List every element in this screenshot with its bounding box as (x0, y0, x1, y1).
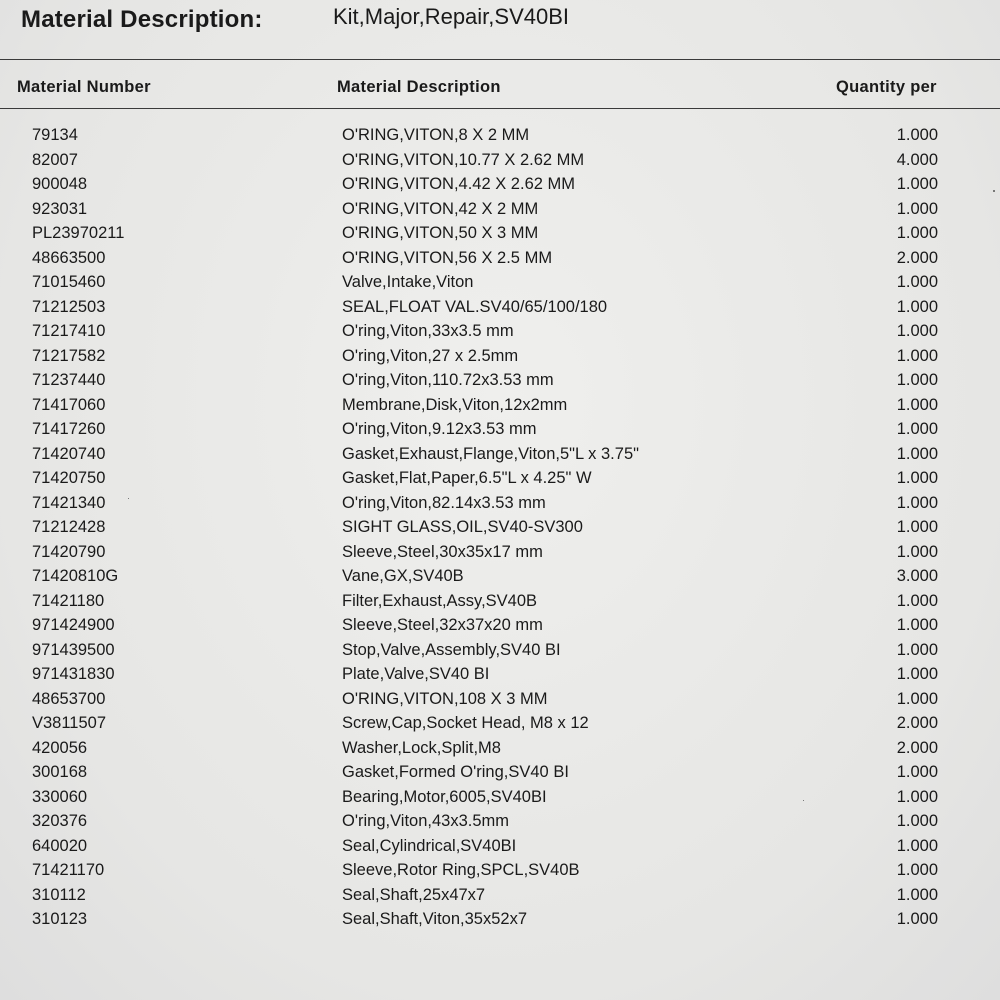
material-number-cell: 71420750 (32, 469, 106, 487)
material-description-cell: Valve,Intake,Viton (342, 273, 474, 291)
table-row (0, 589, 1000, 614)
quantity-cell: 1.000 (896, 861, 938, 879)
material-description-cell: Membrane,Disk,Viton,12x2mm (342, 395, 568, 414)
material-number-cell: 71217410 (32, 322, 106, 340)
material-description-cell: Sleeve,Steel,32x37x20 mm (342, 616, 543, 634)
table-row (0, 834, 1000, 859)
quantity-cell: 1.000 (896, 444, 938, 463)
table-row (0, 295, 1000, 320)
material-description-cell: Screw,Cap,Socket Head, M8 x 12 (342, 714, 589, 732)
material-table (0, 123, 1000, 932)
quantity-cell: 1.000 (896, 126, 938, 144)
column-header-material-description: Material Description (337, 78, 501, 96)
table-row (0, 540, 1000, 565)
quantity-cell: 1.000 (896, 322, 938, 340)
material-description-cell: Vane,GX,SV40B (342, 567, 464, 585)
material-description-cell: O'RING,VITON,56 X 2.5 MM (342, 248, 553, 267)
scan-speck (993, 190, 995, 192)
quantity-cell: 1.000 (896, 469, 938, 487)
material-number-cell: 48653700 (32, 689, 106, 708)
scan-speck (128, 498, 129, 499)
table-row (0, 883, 1000, 908)
column-header-material-number: Material Number (17, 78, 151, 96)
material-description-cell: O'RING,VITON,50 X 3 MM (342, 224, 539, 242)
material-number-cell: 320376 (32, 812, 88, 830)
material-number-cell: 71212503 (32, 297, 106, 316)
top-divider (0, 59, 1000, 60)
material-number-cell: 79134 (32, 126, 78, 144)
table-row (0, 858, 1000, 883)
quantity-cell: 3.000 (896, 567, 938, 585)
table-row (0, 197, 1000, 222)
quantity-cell: 1.000 (896, 346, 938, 365)
quantity-cell: 1.000 (896, 518, 938, 536)
quantity-cell: 1.000 (896, 787, 938, 806)
material-number-cell: 420056 (32, 738, 88, 757)
table-row (0, 736, 1000, 761)
material-number-cell: 300168 (32, 763, 88, 781)
material-description-cell: Gasket,Formed O'ring,SV40 BI (342, 763, 569, 781)
material-number-cell: V3811507 (32, 714, 107, 732)
quantity-cell: 1.000 (896, 224, 938, 242)
material-number-cell: 971439500 (32, 640, 115, 659)
table-row (0, 785, 1000, 810)
table-row (0, 246, 1000, 271)
quantity-cell: 1.000 (896, 763, 938, 781)
material-header (0, 0, 1000, 50)
material-description-label: Material Description: (21, 6, 263, 33)
table-row (0, 687, 1000, 712)
table-row (0, 442, 1000, 467)
material-number-cell: 48663500 (32, 248, 106, 267)
quantity-cell: 1.000 (896, 885, 938, 904)
material-number-cell: PL23970211 (32, 224, 125, 242)
material-description-cell: O'RING,VITON,8 X 2 MM (342, 126, 530, 144)
material-number-cell: 71421180 (32, 591, 105, 610)
table-row (0, 123, 1000, 148)
table-row (0, 344, 1000, 369)
material-description-cell: Stop,Valve,Assembly,SV40 BI (342, 640, 561, 659)
material-description-cell: Plate,Valve,SV40 BI (342, 665, 490, 683)
material-number-cell: 71420790 (32, 542, 106, 561)
table-row (0, 172, 1000, 197)
quantity-cell: 2.000 (896, 714, 938, 732)
material-description-cell: O'ring,Viton,43x3.5mm (342, 812, 510, 830)
material-description-cell: O'ring,Viton,9.12x3.53 mm (342, 420, 537, 438)
material-description-cell: O'ring,Viton,110.72x3.53 mm (342, 371, 554, 389)
quantity-cell: 1.000 (896, 812, 938, 830)
quantity-cell: 1.000 (896, 395, 938, 414)
material-number-cell: 310112 (32, 885, 86, 904)
quantity-cell: 1.000 (896, 640, 938, 659)
material-number-cell: 71237440 (32, 371, 106, 389)
material-description-cell: O'ring,Viton,27 x 2.5mm (342, 346, 519, 365)
table-row (0, 638, 1000, 663)
material-number-cell: 971424900 (32, 616, 115, 634)
material-description-cell: Sleeve,Steel,30x35x17 mm (342, 542, 543, 561)
quantity-cell: 1.000 (896, 493, 938, 512)
material-number-cell: 900048 (32, 175, 88, 193)
scan-speck (803, 800, 804, 801)
material-description-cell: Seal,Shaft,Viton,35x52x7 (342, 910, 527, 928)
material-description-cell: O'RING,VITON,108 X 3 MM (342, 689, 548, 708)
quantity-cell: 2.000 (896, 248, 938, 267)
quantity-cell: 4.000 (896, 150, 938, 169)
material-description-cell: Seal,Cylindrical,SV40BI (342, 836, 517, 855)
quantity-cell: 1.000 (896, 665, 938, 683)
material-description-cell: O'RING,VITON,42 X 2 MM (342, 199, 539, 218)
quantity-cell: 1.000 (896, 175, 938, 193)
material-description-value: Kit,Major,Repair,SV40BI (333, 4, 570, 29)
table-row (0, 564, 1000, 589)
material-description-cell: O'ring,Viton,82.14x3.53 mm (342, 493, 546, 512)
material-number-cell: 71421340 (32, 493, 106, 512)
material-number-cell: 71420810G (32, 567, 119, 585)
material-number-cell: 71421170 (32, 861, 105, 879)
material-description-cell: Seal,Shaft,25x47x7 (342, 885, 486, 904)
table-row (0, 148, 1000, 173)
table-row (0, 368, 1000, 393)
quantity-cell: 1.000 (896, 910, 938, 928)
material-description-cell: SEAL,FLOAT VAL.SV40/65/100/180 (342, 297, 608, 316)
table-row (0, 613, 1000, 638)
table-row (0, 221, 1000, 246)
material-description-cell: SIGHT GLASS,OIL,SV40-SV300 (342, 518, 583, 536)
material-number-cell: 923031 (32, 199, 88, 218)
material-number-cell: 82007 (32, 150, 78, 169)
table-row (0, 809, 1000, 834)
material-description-cell: Gasket,Flat,Paper,6.5"L x 4.25" W (342, 469, 592, 487)
material-number-cell: 310123 (32, 910, 88, 928)
material-number-cell: 971431830 (32, 665, 115, 683)
material-number-cell: 71417060 (32, 395, 106, 414)
table-row (0, 393, 1000, 418)
quantity-cell: 1.000 (896, 297, 938, 316)
quantity-cell: 1.000 (896, 199, 938, 218)
quantity-cell: 1.000 (896, 273, 938, 291)
quantity-cell: 1.000 (896, 836, 938, 855)
table-row (0, 319, 1000, 344)
material-description-cell: Sleeve,Rotor Ring,SPCL,SV40B (342, 861, 580, 879)
material-description-cell: Bearing,Motor,6005,SV40BI (342, 787, 547, 806)
material-description-cell: Washer,Lock,Split,M8 (342, 738, 501, 757)
column-header-quantity: Quantity per (836, 78, 937, 96)
quantity-cell: 1.000 (896, 591, 938, 610)
quantity-cell: 1.000 (896, 689, 938, 708)
table-row (0, 760, 1000, 785)
material-description-cell: O'RING,VITON,4.42 X 2.62 MM (342, 175, 575, 193)
material-number-cell: 330060 (32, 787, 88, 806)
quantity-cell: 1.000 (896, 420, 938, 438)
material-description-cell: Filter,Exhaust,Assy,SV40B (342, 591, 538, 610)
quantity-cell: 1.000 (896, 542, 938, 561)
table-row (0, 466, 1000, 491)
table-row (0, 662, 1000, 687)
material-description-cell: Gasket,Exhaust,Flange,Viton,5"L x 3.75" (342, 444, 639, 463)
material-number-cell: 640020 (32, 836, 88, 855)
quantity-cell: 2.000 (896, 738, 938, 757)
material-number-cell: 71420740 (32, 444, 106, 463)
material-description-cell: O'ring,Viton,33x3.5 mm (342, 322, 514, 340)
table-row (0, 270, 1000, 295)
material-number-cell: 71417260 (32, 420, 106, 438)
table-row (0, 711, 1000, 736)
table-row (0, 417, 1000, 442)
material-number-cell: 71015460 (32, 273, 106, 291)
table-row (0, 907, 1000, 932)
quantity-cell: 1.000 (896, 616, 938, 634)
material-number-cell: 71217582 (32, 346, 106, 365)
header-divider (0, 108, 1000, 109)
quantity-cell: 1.000 (896, 371, 938, 389)
table-row (0, 491, 1000, 516)
material-description-cell: O'RING,VITON,10.77 X 2.62 MM (342, 150, 585, 169)
table-row (0, 515, 1000, 540)
material-number-cell: 71212428 (32, 518, 106, 536)
